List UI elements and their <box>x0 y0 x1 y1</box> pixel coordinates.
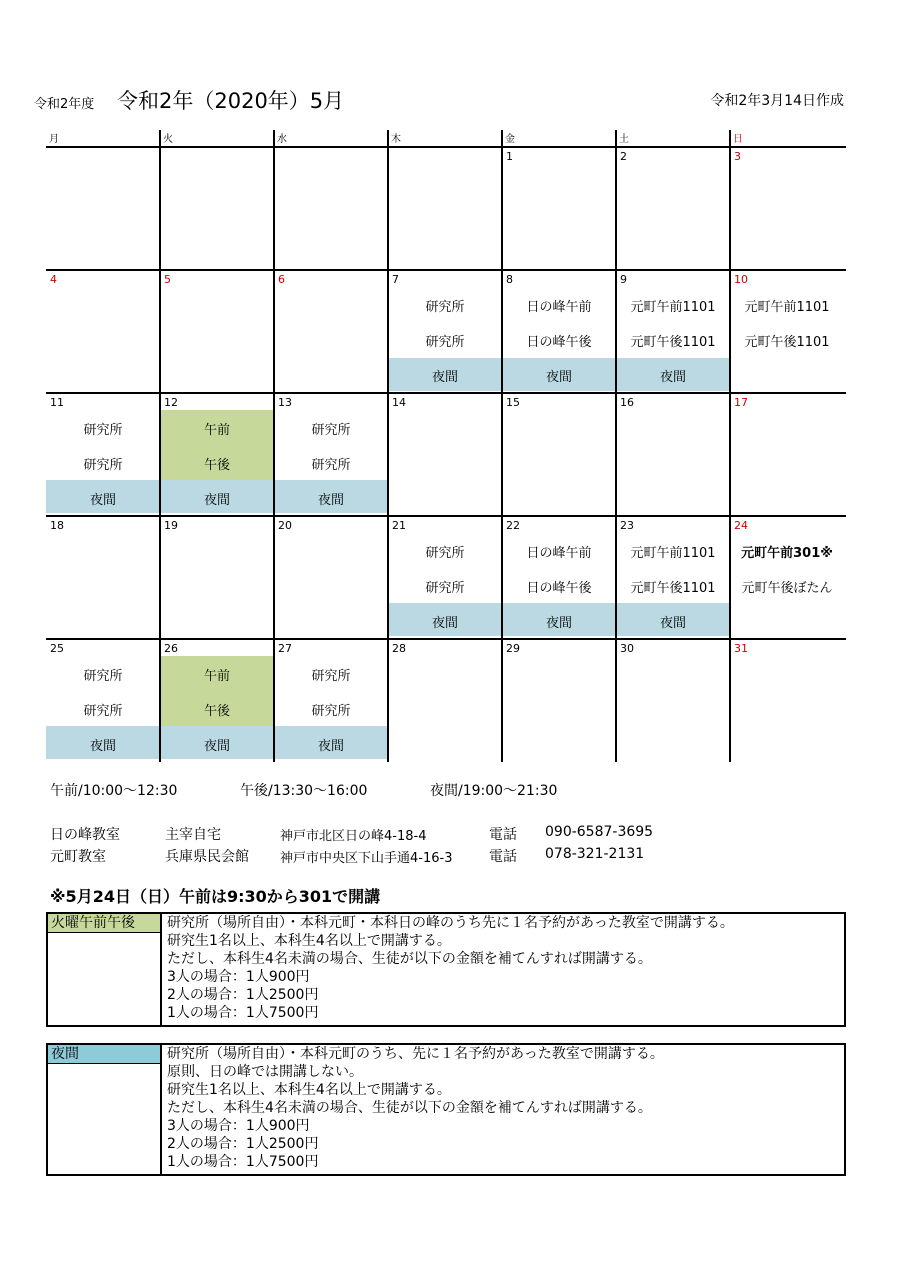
session-pm: 元町午後1101 <box>630 581 716 596</box>
session-pm: 日の峰午後 <box>526 581 592 596</box>
session-pm: 元町午後1101 <box>744 335 830 350</box>
day-number: 10 <box>734 273 748 286</box>
day-number: 21 <box>392 519 406 532</box>
session-pm: 元町午後1101 <box>630 335 716 350</box>
rule-line: 2人の場合：1人2500円 <box>167 987 319 1003</box>
classroom-tel: 078-321-2131 <box>545 846 645 862</box>
weekday-wed: 水 <box>277 134 287 145</box>
rule-body <box>164 914 844 1022</box>
session-pm: 午後 <box>203 704 230 719</box>
day-number: 12 <box>164 396 178 409</box>
rule-line: 1人の場合：1人7500円 <box>167 1005 319 1021</box>
weekday-fri: 金 <box>505 134 515 145</box>
classroom-tel: 090-6587-3695 <box>545 824 654 840</box>
session-evening: 夜間 <box>545 370 572 385</box>
rule-line: 原則、日の峰では開講しない。 <box>167 1064 363 1080</box>
session-pm: 研究所 <box>425 335 465 350</box>
session-am: 研究所 <box>83 423 123 438</box>
session-am: 研究所 <box>311 423 351 438</box>
session-am: 元町午前301※ <box>741 546 833 561</box>
session-am: 研究所 <box>83 669 123 684</box>
day-number: 13 <box>278 396 292 409</box>
session-evening: 夜間 <box>89 739 116 754</box>
rule-line: 研究所（場所自由）・本科元町のうち、先に１名予約があった教室で開講する。 <box>167 1046 664 1062</box>
session-evening: 夜間 <box>203 739 230 754</box>
classroom-address: 神戸市北区日の峰4-18-4 <box>280 829 427 844</box>
rule-body <box>164 1045 844 1171</box>
grid-line <box>46 269 846 271</box>
session-evening: 夜間 <box>431 616 458 631</box>
rule-box-tuesday <box>46 912 846 1027</box>
day-number: 27 <box>278 642 292 655</box>
grid-line <box>46 515 846 517</box>
rule-line: 3人の場合：1人900円 <box>167 1118 310 1134</box>
classroom-tel-label: 電話 <box>489 849 517 865</box>
session-am: 元町午前1101 <box>630 300 716 315</box>
time-pm: 午後/13:30～16:00 <box>240 783 368 799</box>
classroom-tel-label: 電話 <box>489 827 517 843</box>
fiscal-year: 令和2年度 <box>34 97 95 112</box>
day-number: 20 <box>278 519 292 532</box>
day-number: 1 <box>506 150 513 163</box>
session-pm: 研究所 <box>311 458 351 473</box>
day-number: 29 <box>506 642 520 655</box>
session-pm: 日の峰午後 <box>526 335 592 350</box>
rule-label: 火曜午前午後 <box>48 914 160 933</box>
day-number: 23 <box>620 519 634 532</box>
day-number: 16 <box>620 396 634 409</box>
session-evening: 夜間 <box>317 493 344 508</box>
session-am: 午前 <box>203 669 230 684</box>
classroom-name: 日の峰教室 <box>50 827 120 843</box>
page-title: 令和2年（2020年）5月 <box>117 89 345 113</box>
rule-line: 研究所（場所自由）・本科元町・本科日の峰のうち先に１名予約があった教室で開講する。 <box>167 915 734 931</box>
notice: ※5月24日（日）午前は9:30から301で開講 <box>50 887 381 906</box>
rule-line: 2人の場合：1人2500円 <box>167 1136 319 1152</box>
classroom-place: 兵庫県民会館 <box>165 849 249 865</box>
day-number: 24 <box>734 519 748 532</box>
day-number: 31 <box>734 642 748 655</box>
session-pm: 研究所 <box>425 581 465 596</box>
session-pm: 午後 <box>203 458 230 473</box>
time-evening: 夜間/19:00～21:30 <box>430 783 558 799</box>
rule-box-evening <box>46 1043 846 1176</box>
day-number: 5 <box>164 273 171 286</box>
session-am: 研究所 <box>311 669 351 684</box>
day-number: 28 <box>392 642 406 655</box>
session-evening: 夜間 <box>89 493 116 508</box>
session-evening: 夜間 <box>545 616 572 631</box>
session-evening: 夜間 <box>659 370 686 385</box>
session-pm: 元町午後ぼたん <box>741 581 833 596</box>
classroom-name: 元町教室 <box>50 849 106 865</box>
weekday-sat: 土 <box>619 134 629 145</box>
day-number: 19 <box>164 519 178 532</box>
session-evening: 夜間 <box>431 370 458 385</box>
day-number: 4 <box>50 273 57 286</box>
session-am: 元町午前1101 <box>630 546 716 561</box>
classroom-place: 主宰自宅 <box>165 827 221 843</box>
rule-line: 研究生1名以上、本科生4名以上で開講する。 <box>167 933 451 949</box>
session-am: 研究所 <box>425 546 465 561</box>
rule-line: ただし、本科生4名未満の場合、生徒が以下の金額を補てんすれば開講する。 <box>167 1100 652 1116</box>
session-am: 午前 <box>203 423 230 438</box>
rule-line: 3人の場合：1人900円 <box>167 969 310 985</box>
session-pm: 研究所 <box>83 704 123 719</box>
day-number: 7 <box>392 273 399 286</box>
grid-line <box>46 392 846 394</box>
time-am: 午前/10:00～12:30 <box>50 783 178 799</box>
calendar-grid <box>46 130 846 762</box>
day-number: 17 <box>734 396 748 409</box>
grid-line <box>729 130 731 762</box>
rule-label: 夜間 <box>48 1045 160 1064</box>
classroom-address: 神戸市中央区下山手通4-16-3 <box>280 851 453 866</box>
day-number: 26 <box>164 642 178 655</box>
rule-line: 研究生1名以上、本科生4名以上で開講する。 <box>167 1082 451 1098</box>
grid-line <box>46 638 846 640</box>
rule-line: ただし、本科生4名未満の場合、生徒が以下の金額を補てんすれば開講する。 <box>167 951 652 967</box>
session-am: 元町午前1101 <box>744 300 830 315</box>
day-number: 14 <box>392 396 406 409</box>
rule-label-cell <box>48 914 162 1025</box>
weekday-sun: 日 <box>733 134 743 145</box>
day-number: 3 <box>734 150 741 163</box>
day-number: 11 <box>50 396 64 409</box>
session-evening: 夜間 <box>317 739 344 754</box>
day-number: 8 <box>506 273 513 286</box>
day-number: 2 <box>620 150 627 163</box>
weekday-mon: 月 <box>49 134 59 145</box>
weekday-thu: 木 <box>391 134 401 145</box>
session-am: 研究所 <box>425 300 465 315</box>
day-number: 15 <box>506 396 520 409</box>
day-number: 30 <box>620 642 634 655</box>
session-evening: 夜間 <box>203 493 230 508</box>
session-pm: 研究所 <box>311 704 351 719</box>
grid-line <box>46 146 846 148</box>
session-am: 日の峰午前 <box>526 546 592 561</box>
day-number: 6 <box>278 273 285 286</box>
grid-line <box>501 130 503 762</box>
rule-line: 1人の場合：1人7500円 <box>167 1154 319 1170</box>
rule-label-cell <box>48 1045 162 1174</box>
session-am: 日の峰午前 <box>526 300 592 315</box>
weekday-tue: 火 <box>163 134 173 145</box>
session-evening: 夜間 <box>659 616 686 631</box>
session-pm: 研究所 <box>83 458 123 473</box>
day-number: 22 <box>506 519 520 532</box>
grid-line <box>615 130 617 762</box>
day-number: 9 <box>620 273 627 286</box>
created-date: 令和2年3月14日作成 <box>710 93 844 109</box>
day-number: 25 <box>50 642 64 655</box>
day-number: 18 <box>50 519 64 532</box>
